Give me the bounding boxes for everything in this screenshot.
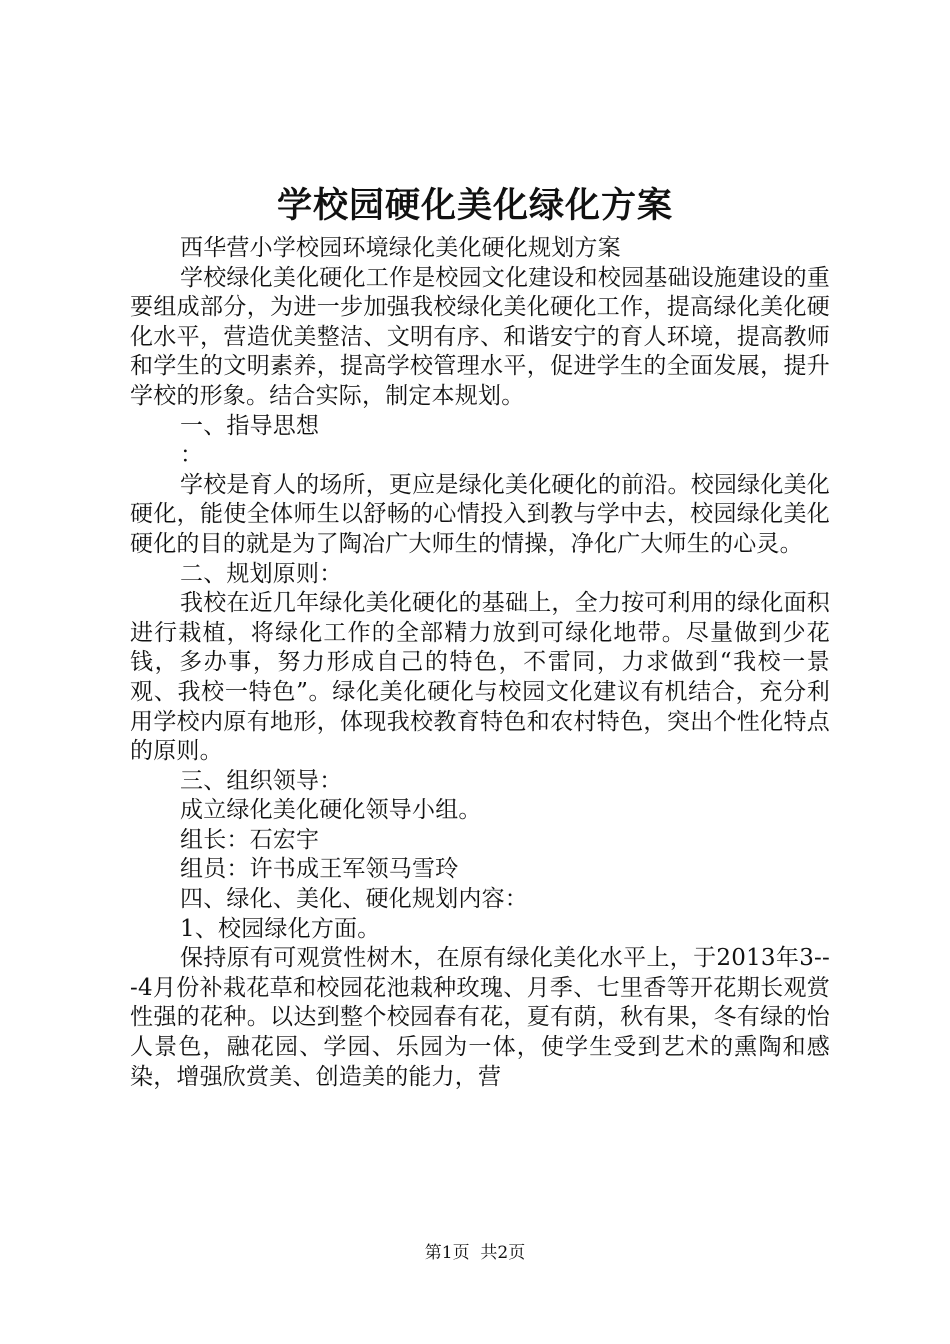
section-heading-guiding-thought: 一、指导思想 [180,412,320,439]
document-title: 学校园硬化美化绿化方案 [276,185,673,226]
group-members-line: 组员：许书成王军领马雪玲 [180,856,459,883]
leadership-group-line: 成立绿化美化硬化领导小组。 [180,797,482,824]
page-footer [0,1241,950,1265]
intro-paragraph: 学校绿化美化硬化工作是校园文化建设和校园基础设施建设的重要组成部分，为进一步加强我校绿化美化硬化工作，提高绿化美化硬化水平，营造优美整洁、文明有序、和谐安宁的育人环境，提高教师和学生的文明素养，提高学校管理水平，促进学生的全面发展，提升学校的形象。结合实际，制定本规划。 [130,264,830,409]
section-heading-leadership: 三、组织领导： [180,767,343,794]
group-leader-line: 组长：石宏宇 [180,826,320,853]
guiding-thought-paragraph: 学校是育人的场所，更应是绿化美化硬化的前沿。校园绿化美化硬化，能使全体师生以舒畅的心情投入到教与学中去，校园绿化美化硬化的目的就是为了陶冶广大师生的情操，净化广大师生的心灵。 [130,471,830,557]
planning-principles-paragraph: 我校在近几年绿化美化硬化的基础上，全力按可利用的绿化面积进行栽植，将绿化工作的全部精力放到可绿化地带。尽量做到少花钱，多办事，努力形成自己的特色，不雷同，力求做到“我校一景观、我校一特色”。绿化美化硬化与校园文化建议有机结合，充分利用学校内原有地形，体现我校教育特色和农村特色，突出个性化特点的原则。 [130,590,830,765]
subtitle-paragraph: 西华营小学校园环境绿化美化硬化规划方案 [180,235,621,261]
subsection-greening: 1、校园绿化方面。 [180,915,381,942]
section-heading-plan-content: 四、绿化、美化、硬化规划内容： [180,886,528,913]
page-total: 共2页 [480,1243,526,1263]
section-heading-planning-principles: 二、规划原则： [180,560,343,587]
greening-paragraph: 保持原有可观赏性树木，在原有绿化美化水平上，于2013年3---4月份补栽花草和校园花池栽种玫瑰、月季、七里香等开花期长观赏性强的花种。以达到整个校园春有花，夏有荫，秋有果，冬有绿的怡人景色，融花园、学园、乐园为一体，使学生受到艺术的熏陶和感染，增强欣赏美、创造美的能力，营 [130,945,830,1090]
colon-line: ： [180,442,204,469]
document-body [130,234,830,1092]
page-number: 第1页 [424,1243,470,1263]
